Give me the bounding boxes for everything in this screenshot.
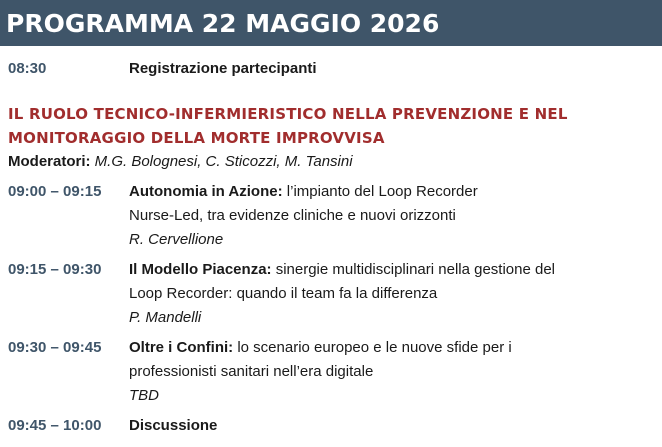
agenda-content bbox=[129, 57, 658, 81]
program-header bbox=[0, 0, 662, 46]
agenda-time: 09:15 – 09:30 bbox=[8, 261, 102, 278]
session-title-line-1: IL RUOLO TECNICO-INFERMIERISTICO NELLA PREVENZIONE E NEL bbox=[8, 105, 568, 123]
talk-speaker: R. Cervellione bbox=[129, 231, 224, 248]
talk-line-2: Nurse-Led, tra evidenze cliniche e nuovi orizzonti bbox=[129, 207, 456, 224]
talk-line-1 bbox=[129, 336, 658, 360]
agenda-time: 09:00 – 09:15 bbox=[8, 183, 102, 200]
session-block bbox=[8, 102, 658, 174]
moderators-names: M.G. Bolognesi, C. Sticozzi, M. Tansini bbox=[94, 153, 353, 170]
moderators-label: Moderatori: bbox=[8, 153, 91, 170]
agenda-content bbox=[129, 414, 658, 438]
agenda-item-title: Registrazione partecipanti bbox=[129, 60, 317, 77]
talk-line-1 bbox=[129, 180, 658, 204]
talk-description: sinergie multidisciplinari nella gestione del bbox=[271, 261, 556, 278]
talk-description: l’impianto del Loop Recorder bbox=[282, 183, 478, 200]
session-moderators bbox=[8, 150, 658, 174]
agenda-row-talk-3 bbox=[8, 336, 658, 408]
talk-speaker: P. Mandelli bbox=[129, 309, 202, 326]
agenda-time: 08:30 bbox=[8, 60, 47, 77]
agenda-content bbox=[129, 180, 658, 252]
agenda-time: 09:30 – 09:45 bbox=[8, 339, 102, 356]
program-title: PROGRAMMA 22 MAGGIO 2026 bbox=[6, 8, 440, 38]
agenda-content bbox=[129, 336, 658, 408]
talk-title: Il Modello Piacenza: bbox=[129, 261, 272, 278]
session-title-line-2: MONITORAGGIO DELLA MORTE IMPROVVISA bbox=[8, 129, 385, 147]
agenda-content bbox=[129, 258, 658, 330]
talk-title: Oltre i Confini: bbox=[129, 339, 234, 356]
agenda-row-talk-2 bbox=[8, 258, 658, 330]
agenda-row-talk-1 bbox=[8, 180, 658, 252]
agenda-row-registration bbox=[8, 57, 658, 81]
talk-title: Autonomia in Azione: bbox=[129, 183, 283, 200]
talk-line-2: Loop Recorder: quando il team fa la differenza bbox=[129, 285, 438, 302]
talk-speaker: TBD bbox=[129, 387, 159, 404]
agenda-item-title: Discussione bbox=[129, 417, 218, 434]
agenda-time: 09:45 – 10:00 bbox=[8, 417, 102, 434]
agenda-row-discussion bbox=[8, 414, 658, 438]
talk-line-1 bbox=[129, 258, 658, 282]
talk-line-2: professionisti sanitari nell’era digitale bbox=[129, 363, 374, 380]
talk-description: lo scenario europeo e le nuove sfide per i bbox=[233, 339, 512, 356]
